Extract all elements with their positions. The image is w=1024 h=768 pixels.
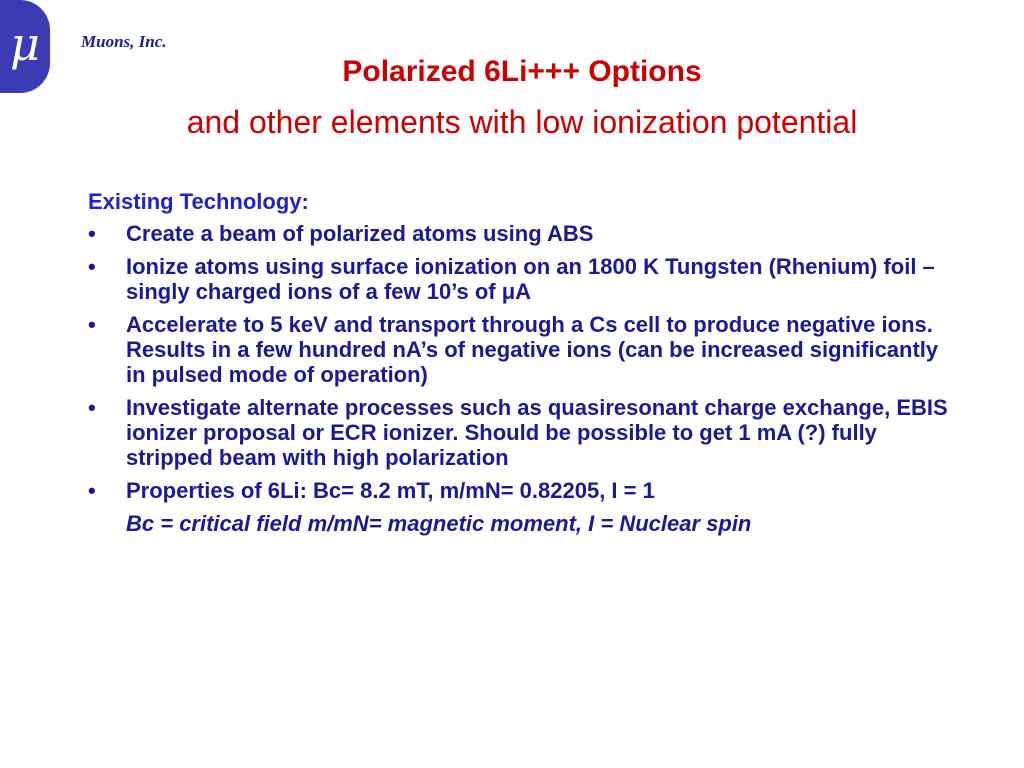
- slide-content: [88, 189, 948, 536]
- company-name: Muons, Inc.: [81, 32, 167, 51]
- bullet-icon: •: [88, 395, 96, 420]
- bullet-text: Ionize atoms using surface ionization on an 1800 K Tungsten (Rhenium) foil – singly charged ions of a few 10’s of μA: [126, 254, 935, 304]
- bullet-item: [88, 221, 948, 246]
- bullet-item: [88, 395, 948, 470]
- bullet-icon: •: [88, 312, 96, 337]
- bullet-text: Accelerate to 5 keV and transport through a Cs cell to produce negative ions. Results in a few hundred nA’s of negative ions (can be increased significantly in pulsed mode of operation): [126, 312, 939, 387]
- bullet-icon: •: [88, 221, 96, 246]
- bullet-item: [88, 312, 948, 387]
- mu-symbol-icon: μ: [10, 16, 40, 71]
- bullet-item: [88, 254, 948, 304]
- definitions-note: Bc = critical field m/mN= magnetic moment, I = Nuclear spin: [126, 511, 752, 536]
- slide-title: Polarized 6Li+++ Options: [342, 55, 702, 88]
- bullet-text: Investigate alternate processes such as quasiresonant charge exchange, EBIS ionizer proposal or ECR ionizer. Should be possible to get 1 mA (?) fully stripped beam with high polarization: [126, 395, 948, 470]
- bullet-text: Properties of 6Li: Bc= 8.2 mT, m/mN= 0.82205, I = 1: [126, 478, 655, 503]
- section-heading: Existing Technology:: [88, 189, 309, 214]
- bullet-item: [88, 478, 948, 503]
- bullet-list: [88, 221, 948, 503]
- bullet-icon: •: [88, 478, 96, 503]
- bullet-text: Create a beam of polarized atoms using ABS: [126, 221, 594, 246]
- bullet-icon: •: [88, 254, 96, 279]
- slide-subtitle: and other elements with low ionization potential: [186, 104, 858, 140]
